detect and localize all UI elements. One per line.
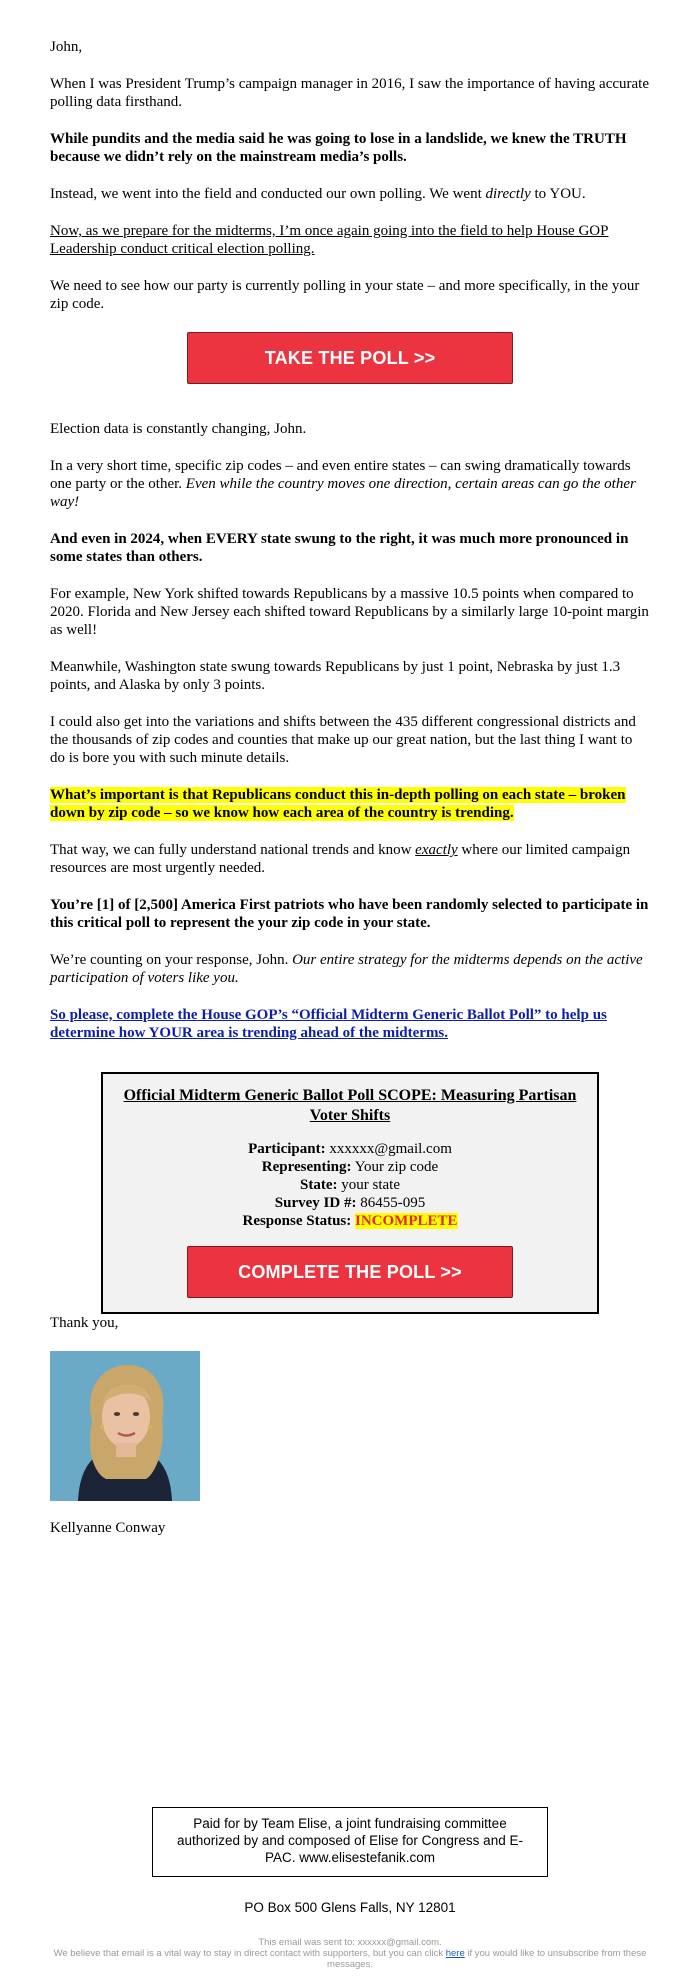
paragraph-2: While pundits and the media said he was going to lose in a landslide, we knew the TRUTH because we didn’t rely on the mainstream media’s polls. [50, 131, 627, 165]
paragraph-14: You’re [1] of [2,500] America First patriots who have been randomly selected to participate in this critical poll to represent the your zip code in your state. [50, 897, 649, 931]
take-poll-button[interactable]: TAKE THE POLL >> [187, 332, 513, 384]
complete-poll-link[interactable]: So please, complete the House GOP’s “Official Midterm Generic Ballot Poll” to help us determine how YOUR area is trending ahead of the midterms. [50, 1007, 607, 1041]
signer-photo [50, 1351, 200, 1501]
highlighted-text: What’s important is that Republicans conduct this in-depth polling on each state – broken down by zip code – so we know how each area of the country is trending. [50, 787, 626, 821]
paragraph-10: Meanwhile, Washington state swung towards Republicans by just 1 point, Nebraska by just 1.3 points, and Alaska by only 3 points. [50, 659, 621, 693]
participant-row: Participant: xxxxxx@gmail.com [248, 1141, 452, 1157]
complete-poll-button[interactable]: COMPLETE THE POLL >> [187, 1246, 513, 1298]
representing-row: Representing: Your zip code [261, 1159, 439, 1175]
paragraph-11: I could also get into the variations and shifts between the 435 different congressional districts and the thousands of zip codes and counties that make up our great nation, but the last thing I want to do is bore you with such minute details. [50, 714, 636, 766]
fine-print [50, 1937, 650, 1970]
paid-for-disclaimer: Paid for by Team Elise, a joint fundraising committee authorized by and composed of Elise for Congress and E-PAC. www.elisestefanik.com [152, 1807, 548, 1877]
unsubscribe-link[interactable]: here [445, 1948, 465, 1959]
paragraph-12 [50, 786, 650, 822]
complete-poll-button-wrap [123, 1246, 577, 1298]
take-poll-button-wrap [50, 332, 650, 384]
greeting: John, [50, 39, 83, 55]
poll-title: Official Midterm Generic Ballot Poll SCOPE: Measuring Partisan Voter Shifts [123, 1087, 577, 1124]
email-body [50, 38, 650, 1556]
paragraph-13: That way, we can fully understand national trends and know exactly where our limited campaign resources are most urgently needed. [50, 842, 631, 876]
paragraph-1: When I was President Trump’s campaign manager in 2016, I saw the importance of having accurate polling data firsthand. [50, 76, 649, 110]
paragraph-9: For example, New York shifted towards Republicans by a massive 10.5 points when compared to 2020. Florida and New Jersey each shifted toward Republicans by a similarly large 10-point margin as well! [50, 586, 649, 638]
poll-card [101, 1072, 599, 1314]
paragraph-7: In a very short time, specific zip codes – and even entire states – can swing dramatically towards one party or the other. Even while the country moves one direction, certain areas can go the other way! [50, 458, 636, 510]
paragraph-5: We need to see how our party is currently polling in your state – and more specifically, in the your zip code. [50, 278, 640, 312]
paragraph-15: We’re counting on your response, John. Our entire strategy for the midterms depends on the active participation of voters like you. [50, 952, 643, 986]
paragraph-4: Now, as we prepare for the midterms, I’m once again going into the field to help House GOP Leadership conduct critical election polling. [50, 223, 609, 257]
response-status-row: Response Status: INCOMPLETE [242, 1213, 458, 1229]
portrait-image [50, 1351, 200, 1501]
mailing-address: PO Box 500 Glens Falls, NY 12801 [244, 1900, 456, 1915]
survey-id-row: Survey ID #: 86455-095 [274, 1195, 426, 1211]
paragraph-8: And even in 2024, when EVERY state swung to the right, it was much more pronounced in some states than others. [50, 531, 629, 565]
state-row: State: your state [300, 1177, 400, 1193]
paragraph-16 [50, 1006, 650, 1042]
paragraph-6: Election data is constantly changing, John. [50, 421, 307, 437]
paragraph-3: Instead, we went into the field and conducted our own polling. We went directly to YOU. [50, 186, 586, 202]
signature: Kellyanne Conway [50, 1520, 166, 1536]
signoff: Thank you, [50, 1315, 119, 1331]
sent-to-notice: This email was sent to: xxxxxx@gmail.com. [258, 1937, 442, 1948]
unsubscribe-notice: We believe that email is a vital way to stay in direct contact with supporters, but you can click here if you would like to unsubscribe from these messages. [53, 1948, 647, 1970]
status-badge: INCOMPLETE [355, 1213, 458, 1229]
